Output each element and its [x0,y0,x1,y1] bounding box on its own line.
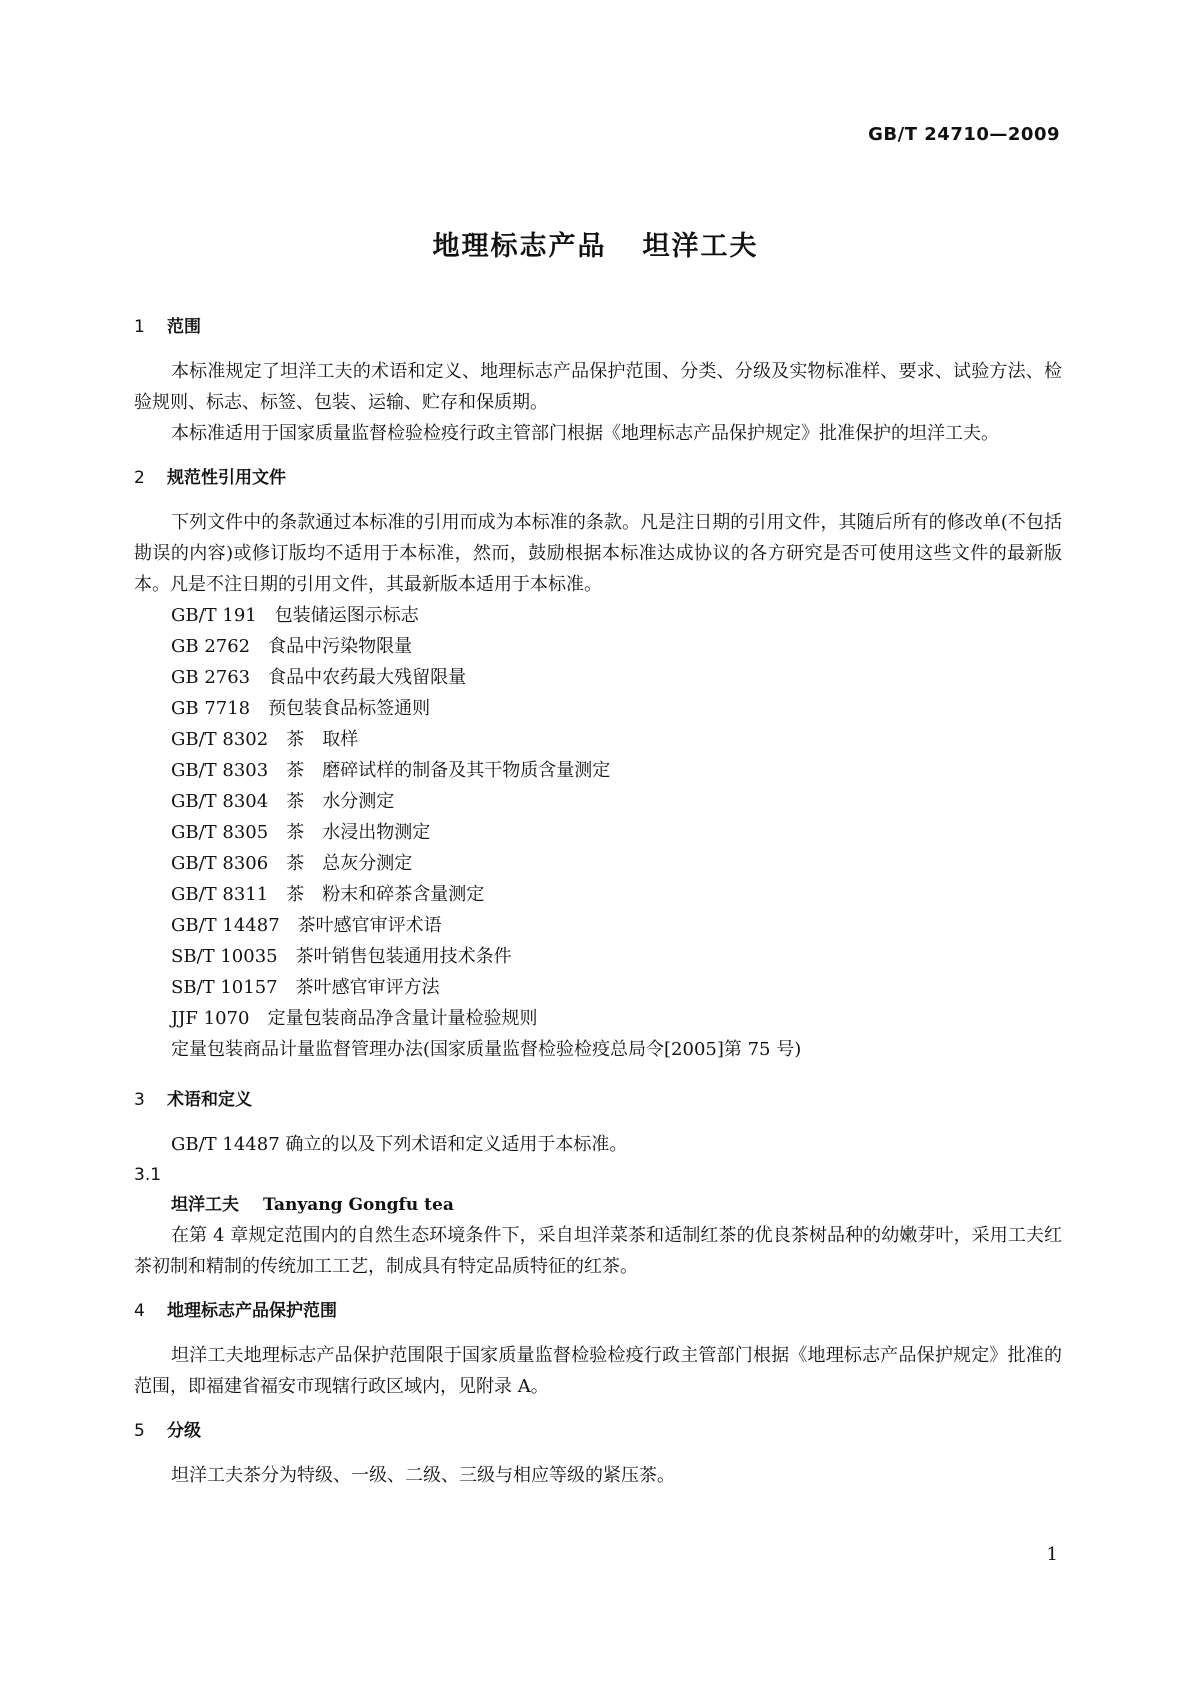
reference-title: 食品中农药最大残留限量 [268,667,467,688]
section-2-intro: 下列文件中的条款通过本标准的引用而成为本标准的条款。凡是注日期的引用文件，其随后所有的修改单(不包括勘误的内容)或修订版均不适用于本标准，然而，鼓励根据本标准达成协议的各方研究是否可使用这些文件的最新版本。凡是不注日期的引用文件，其最新版本适用于本标准。 [134,512,1062,595]
reference-item [134,879,1062,910]
section-3-intro: GB/T 14487 确立的以及下列术语和定义适用于本标准。 [171,1134,628,1155]
title-part1: 地理标志产品 [432,231,607,262]
reference-item [134,600,1062,631]
term-entry [134,1190,1062,1220]
reference-title: 食品中污染物限量 [268,636,413,657]
document-title [0,224,1191,263]
reference-title: 茶 总灰分测定 [286,853,413,874]
reference-code: GB/T 8303 [171,760,269,781]
standard-code: GB/T 24710—2009 [868,124,1060,145]
reference-title: 茶 水分测定 [286,791,395,812]
section-1-paragraph: 本标准规定了坦洋工夫的术语和定义、地理标志产品保护范围、分类、分级及实物标准样、要求、试验方法、检验规则、标志、标签、包装、运输、贮存和保质期。 [134,361,1062,413]
reference-title: 定量包装商品净含量计量检验规则 [267,1008,538,1029]
title-part2: 坦洋工夫 [642,231,759,262]
reference-code: GB 2763 [171,667,251,688]
reference-code: SB/T 10157 [171,977,278,998]
section-4-heading: 4 地理标志产品保护范围 [134,1301,337,1321]
reference-title: 包装储运图示标志 [274,605,419,626]
reference-title: 茶 磨碎试样的制备及其干物质含量测定 [286,760,611,781]
reference-item [134,1003,1062,1034]
section-1-heading: 1 范围 [134,317,201,337]
section-2-heading: 2 规范性引用文件 [134,468,286,488]
term-chinese: 坦洋工夫 [171,1195,239,1215]
reference-code: GB/T 8305 [171,822,269,843]
term-definition: 在第 4 章规定范围内的自然生态环境条件下，采自坦洋菜茶和适制红茶的优良茶树品种的幼嫩芽叶，采用工夫红茶初制和精制的传统加工工艺，制成具有特定品质特征的红茶。 [134,1225,1062,1277]
reference-title: 茶叶销售包装通用技术条件 [295,946,512,967]
section-5-heading: 5 分级 [134,1421,201,1441]
reference-code: GB/T 8306 [171,853,269,874]
section-3-heading: 3 术语和定义 [134,1090,252,1110]
reference-item [134,817,1062,848]
reference-item [134,693,1062,724]
reference-item: 定量包装商品计量监督管理办法(国家质量监督检验检疫总局令[2005]第 75 号) [171,1039,802,1060]
reference-title: 茶 取样 [286,729,359,750]
page-number: 1 [1046,1544,1058,1565]
reference-code: GB/T 8304 [171,791,269,812]
reference-code: GB/T 8311 [171,884,269,905]
reference-code: GB/T 14487 [171,915,280,936]
reference-title: 茶 粉末和碎茶含量测定 [286,884,485,905]
reference-code: SB/T 10035 [171,946,278,967]
reference-item [134,662,1062,693]
reference-item [134,848,1062,879]
document-body [134,312,1062,1491]
section-5-paragraph: 坦洋工夫茶分为特级、一级、二级、三级与相应等级的紧压茶。 [171,1465,675,1486]
reference-item [134,910,1062,941]
reference-title: 茶 水浸出物测定 [286,822,431,843]
clause-number: 3.1 [134,1165,162,1185]
reference-code: GB/T 8302 [171,729,269,750]
reference-item [134,631,1062,662]
section-1-paragraph: 本标准适用于国家质量监督检验检疫行政主管部门根据《地理标志产品保护规定》批准保护的坦洋工夫。 [171,423,999,444]
reference-title: 茶叶感官审评术语 [297,915,442,936]
reference-title: 预包装食品标签通则 [268,698,431,719]
reference-title: 茶叶感官审评方法 [295,977,440,998]
reference-code: JJF 1070 [171,1008,250,1029]
section-4-paragraph: 坦洋工夫地理标志产品保护范围限于国家质量监督检验检疫行政主管部门根据《地理标志产品保护规定》批准的范围，即福建省福安市现辖行政区域内，见附录 A。 [134,1345,1062,1397]
reference-code: GB/T 191 [171,605,257,626]
term-english: Tanyang Gongfu tea [263,1195,454,1215]
reference-item [134,786,1062,817]
reference-item [134,755,1062,786]
reference-code: GB 2762 [171,636,251,657]
reference-item [134,972,1062,1003]
reference-code: GB 7718 [171,698,251,719]
normative-references-list [134,600,1062,1034]
reference-item [134,724,1062,755]
reference-item [134,941,1062,972]
